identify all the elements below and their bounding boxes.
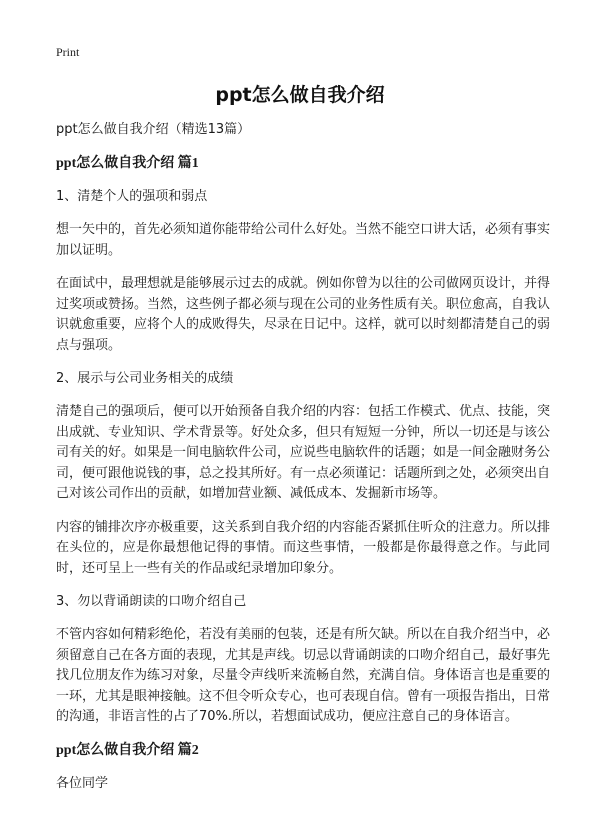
paragraph-5: 不管内容如何精彩绝伦，若没有美丽的包装，还是有所欠缺。所以在自我介绍当中，必须留意自己在各方面的表现，尤其是声线。切忌以背诵朗读的口吻介绍自己，最好事先找几位朋友作为练习对象，尽量令声线听来流畅自然，充满自信。身体语言也是重要的一环，尤其是眼神接触。这不但令听众专心，也可表现自信。曾有一项报告指出，日常的沟通，非语言性的占了70%.所以，若想面试成功，便应注意自己的身体语言。	[56, 627, 551, 724]
paragraph-2: 在面试中，最理想就是能够展示过去的成就。例如你曾为以往的公司做网页设计，并得过奖项或赞扬。当然，这些例子都必须与现在公司的业务性质有关。职位愈高，自我认识就愈重要，应将个人的成败得失，尽录在日记中。这样，就可以时刻都清楚自己的弱点与强项。	[56, 276, 551, 353]
point-heading-1: 1、清楚个人的强项和弱点	[56, 189, 208, 204]
paragraph-4: 内容的铺排次序亦极重要，这关系到自我介绍的内容能否紧抓住听众的注意力。所以排在头位的，应是你最想他记得的事情。而这些事情，一般都是你最得意之作。与此同时，还可呈上一些有关的作品或纪录增加印象分。	[56, 519, 551, 576]
paragraph-3: 清楚自己的强项后，便可以开始预备自我介绍的内容：包括工作模式、优点、技能，突出成就、专业知识、学术背景等。好处众多，但只有短短一分钟，所以一切还是与该公司有关的好。如果是一间电脑软件公司，应说些电脑软件的话题；如是一间金融财务公司，便可跟他说钱的事，总之投其所好。有一点必须谨记：话题所到之处，必须突出自己对该公司作出的贡献，如增加营业额、减低成本、发掘新市场等。	[56, 404, 551, 501]
document-subtitle: ppt怎么做自我介绍（精选13篇）	[56, 122, 251, 137]
greeting-text: 各位同学	[56, 775, 109, 791]
point-heading-2: 2、展示与公司业务相关的成绩	[56, 371, 234, 386]
section-heading-2: ppt怎么做自我介绍 篇2	[56, 742, 199, 758]
paragraph-1: 想一矢中的，首先必须知道你能带给公司什么好处。当然不能空口讲大话，必须有事实加以证明。	[56, 222, 551, 258]
document-body	[56, 120, 550, 794]
point-heading-3: 3、勿以背诵朗读的口吻介绍自己	[56, 594, 247, 609]
print-label: Print	[56, 45, 80, 59]
section-heading-1: ppt怎么做自我介绍 篇1	[56, 156, 199, 171]
document-title: ppt怎么做自我介绍	[215, 84, 385, 106]
